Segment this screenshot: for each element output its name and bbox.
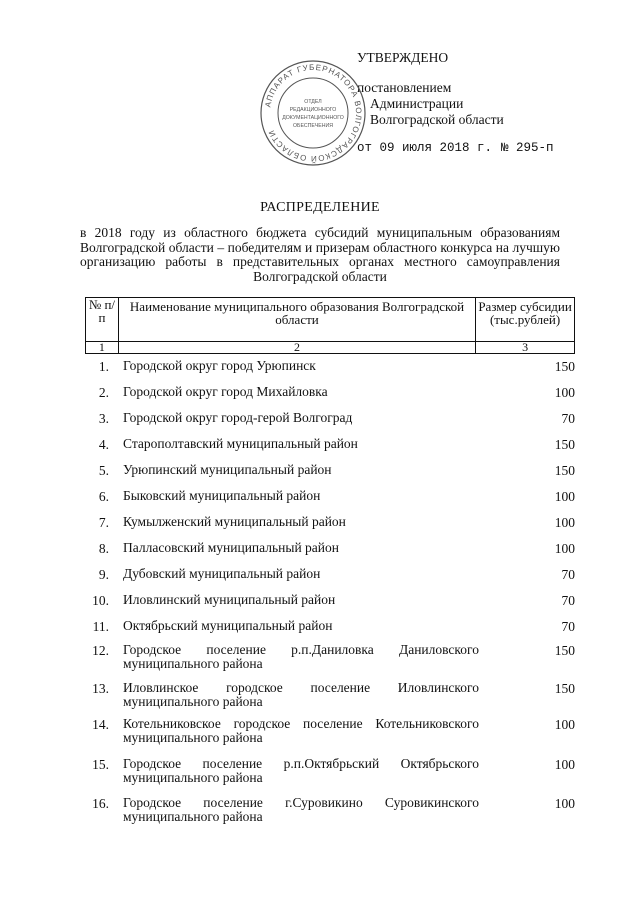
row-subsidy: 100 <box>554 489 575 504</box>
row-subsidy: 100 <box>554 385 575 400</box>
row-municipality: Иловлинский муниципальный район <box>123 592 336 607</box>
row-municipality: Городское поселение р.п.Октябрьский Октябрьского муниципального района <box>123 756 479 785</box>
row-number: 15. <box>92 757 109 772</box>
row-municipality: Городское поселение г.Суровикино Суровикинского муниципального района <box>123 795 479 824</box>
row-subsidy: 70 <box>561 411 575 426</box>
approval-line-region: Волгоградской области <box>370 112 504 127</box>
approval-date: от 09 июля 2018 г. <box>357 141 493 155</box>
row-subsidy: 100 <box>554 515 575 530</box>
stamp-center-line: ОТДЕЛ <box>304 99 322 105</box>
row-municipality: Палласовский муниципальный район <box>123 540 339 555</box>
row-municipality: Городской округ город Урюпинск <box>123 358 316 373</box>
row-number: 6. <box>98 489 109 504</box>
row-subsidy: 100 <box>554 796 575 811</box>
row-number: 3. <box>98 411 109 426</box>
row-number: 1. <box>98 359 109 374</box>
row-subsidy: 70 <box>561 619 575 634</box>
row-number: 13. <box>92 681 109 696</box>
row-municipality: Октябрьский муниципальный район <box>123 618 333 633</box>
row-municipality: Городской округ город Михайловка <box>123 384 328 399</box>
row-number: 12. <box>92 643 109 658</box>
row-municipality: Котельниковское городское поселение Котельниковского муниципального района <box>123 716 479 745</box>
approval-number: № 295-п <box>501 141 554 155</box>
row-number: 14. <box>92 717 109 732</box>
approval-line-administration: Администрации <box>370 96 464 111</box>
row-number: 9. <box>98 567 109 582</box>
header-subsidy-size: Размер субсидии (тыс.рублей) <box>476 298 575 342</box>
row-number: 7. <box>98 515 109 530</box>
row-municipality: Городское поселение р.п.Даниловка Даниловского муниципального района <box>123 642 479 671</box>
approval-line-resolution: постановлением <box>357 80 452 95</box>
row-number: 10. <box>92 593 109 608</box>
column-number-2: 2 <box>118 342 475 354</box>
row-subsidy: 100 <box>554 717 575 732</box>
row-number: 5. <box>98 463 109 478</box>
header-name: Наименование муниципального образования Волгоградской области <box>118 298 475 342</box>
row-subsidy: 150 <box>554 359 575 374</box>
column-number-3: 3 <box>476 342 575 354</box>
row-subsidy: 150 <box>554 437 575 452</box>
row-municipality: Быковский муниципальный район <box>123 488 321 503</box>
column-number-1: 1 <box>86 342 119 354</box>
document-subtitle: в 2018 году из областного бюджета субсидий муниципальным образованиям Волгоградской области – победителям и призерам областного конкурса на лучшую организацию работы в представительных органах местного самоуправления Волгоградской области <box>80 225 560 284</box>
row-subsidy: 150 <box>554 463 575 478</box>
row-subsidy: 150 <box>554 643 575 658</box>
row-municipality: Дубовский муниципальный район <box>123 566 321 581</box>
row-municipality: Кумылженский муниципальный район <box>123 514 346 529</box>
row-number: 16. <box>92 796 109 811</box>
row-number: 4. <box>98 437 109 452</box>
approval-title: УТВЕРЖДЕНО <box>357 50 449 65</box>
row-municipality: Старополтавский муниципальный район <box>123 436 358 451</box>
row-number: 8. <box>98 541 109 556</box>
row-number: 11. <box>92 619 109 634</box>
row-municipality: Иловлинское городское поселение Иловлинского муниципального района <box>123 680 479 709</box>
row-subsidy: 70 <box>561 593 575 608</box>
document-title: РАСПРЕДЕЛЕНИЕ <box>260 200 380 215</box>
row-subsidy: 70 <box>561 567 575 582</box>
stamp-ring-text: АППАРАТ ГУБЕРНАТОРА ВОЛГОГРАДСКОЙ ОБЛАСТИ <box>263 62 364 164</box>
row-subsidy: 150 <box>554 681 575 696</box>
row-number: 2. <box>98 385 109 400</box>
stamp-center-line: РЕДАКЦИОННОГО <box>289 107 337 113</box>
row-subsidy: 100 <box>554 541 575 556</box>
stamp-center-line: ОБЕСПЕЧЕНИЯ <box>293 123 333 129</box>
distribution-table-header <box>85 297 575 354</box>
row-municipality: Городской округ город-герой Волгоград <box>123 410 353 425</box>
header-number: № п/п <box>86 298 119 342</box>
row-subsidy: 100 <box>554 757 575 772</box>
stamp-center-line: ДОКУМЕНТАЦИОННОГО <box>282 115 344 121</box>
row-municipality: Урюпинский муниципальный район <box>123 462 332 477</box>
official-stamp-icon <box>258 58 368 168</box>
